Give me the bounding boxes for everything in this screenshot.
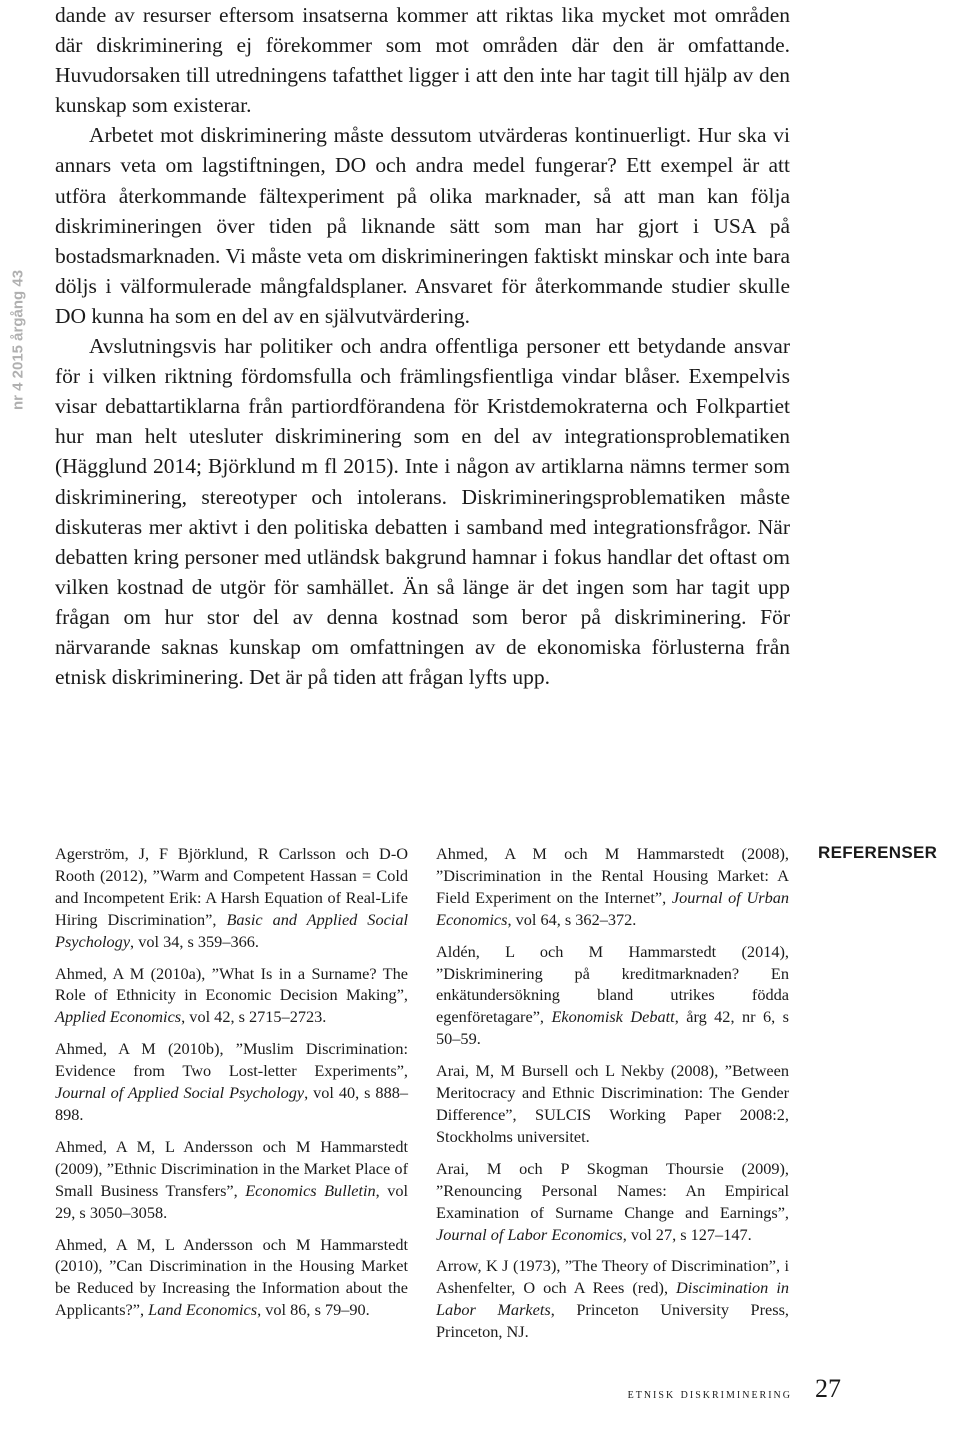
reference-entry: Arai, M, M Bursell och L Nekby (2008), ”Between Meritocracy and Ethnic Discrimination: The Gender Difference”, SULCIS Working Paper 2008:2, Stockholms universitet.: [436, 1061, 789, 1146]
references-column-2: [436, 843, 789, 1353]
running-title: etnisk diskriminering: [627, 1387, 792, 1402]
reference-entry: Ahmed, A M och M Hammarstedt (2008), ”Discrimination in the Rental Housing Market: A Field Experiment on the Internet”, Journal of Urban Economics, vol 64, s 362–372.: [436, 844, 789, 929]
reference-entry: Ahmed, A M, L Andersson och M Hammarstedt (2009), ”Ethnic Discrimination in the Market Place of Small Business Transfers”, Economics Bulletin, vol 29, s 3050–3058.: [55, 1136, 408, 1222]
reference-entry: Arai, M och P Skogman Thoursie (2009), ”Renouncing Personal Names: An Empirical Examination of Surname Change and Earnings”, Journal of Labor Economics, vol 27, s 127–147.: [436, 1158, 789, 1244]
issue-label-text: nr 4 2015 årgång 43: [9, 269, 27, 411]
references-column-1: [55, 843, 408, 1331]
body-paragraph: dande av resurser eftersom insatserna kommer att riktas lika mycket mot områden där diskriminering ej förekommer som mot områden där den är omfattande. Huvudorsaken till utredningens tafatthet ligger i att den inte har tagit till hjälp av den kunskap som existerar.: [55, 3, 790, 118]
reference-entry: Aldén, L och M Hammarstedt (2014), ”Diskriminering på kreditmarknaden? En enkätundersökning bland utrikes födda egenföretagare”, Ekonomisk Debatt, årg 42, nr 6, s 50–59.: [436, 941, 789, 1049]
article-body: [55, 0, 790, 692]
body-paragraph: Avslutningsvis har politiker och andra offentliga personer ett betydande ansvar för i vilken riktning fördomsfulla och främlingsfientliga vindar blåser. Exempelvis visar debattartiklarna från partiordförandena för Kristdemokraterna och Folkpartiet hur man helt utesluter diskriminering som en del av integrationsproblematiken (Hägglund 2014; Björklund m fl 2015). Inte i någon av artiklarna nämns termer som diskriminering, stereotyper och intolerans. Diskrimineringsproblematiken måste diskuteras mer aktivt i den politiska debatten i samband med integrationsfrågor. När debatten kring personer med utländsk bakgrund hamnar i fokus handlar det oftast om vilken kostnad de utgör för samhället. Än så länge är det ingen som har tagit upp frågan om hur stor del av denna kostnad som beror på diskriminering. För närvarande saknas kunskap om omfattningen av de ekonomiska förlusterna från etnisk diskriminering. Det är på tiden att frågan lyfts upp.: [55, 334, 790, 690]
reference-entry: Agerström, J, F Björklund, R Carlsson och D-O Rooth (2012), ”Warm and Competent Hassan = Cold and Incompetent Erik: A Harsh Equation of Real-Life Hiring Discrimination”, Basic and Applied Social Psychology, vol 34, s 359–366.: [55, 844, 408, 951]
page-number: 27: [815, 1374, 841, 1403]
reference-entry: Ahmed, A M (2010b), ”Muslim Discrimination: Evidence from Two Lost-letter Experiments”, Journal of Applied Social Psychology, vol 40, s 888–898.: [55, 1039, 408, 1124]
body-paragraph: Arbetet mot diskriminering måste dessutom utvärderas kontinuerligt. Hur ska vi annars veta om lagstiftningen, DO och andra medel fungerar? Ett exempel är att utföra återkommande fältexperiment på olika marknader, så att man kan följa diskrimineringen över tiden på liknande sätt som man har gjort i USA på bostadsmarknaden. Vi måste veta om diskrimineringen faktiskt minskar och inte bara döljs i välformulerade mångfaldsplaner. Ansvaret för återkommande studier skulle DO kunna ha som en del av en självutvärdering.: [55, 123, 790, 328]
reference-entry: Arrow, K J (1973), ”The Theory of Discrimination”, i Ashenfelter, O och A Rees (red), Discimination in Labor Markets, Princeton University Press, Princeton, NJ.: [436, 1256, 790, 1342]
reference-entry: Ahmed, A M, L Andersson och M Hammarstedt (2010), ”Can Discrimination in the Housing Market be Reduced by Increasing the Information about the Applicants?”, Land Economics, vol 86, s 79–90.: [55, 1234, 408, 1320]
references-heading: REFERENSER: [818, 843, 938, 862]
issue-side-label: [0, 220, 38, 460]
reference-entry: Ahmed, A M (2010a), ”What Is in a Surname? The Role of Ethnicity in Economic Decision Making”, Applied Economics, vol 42, s 2715–2723.: [55, 963, 408, 1027]
